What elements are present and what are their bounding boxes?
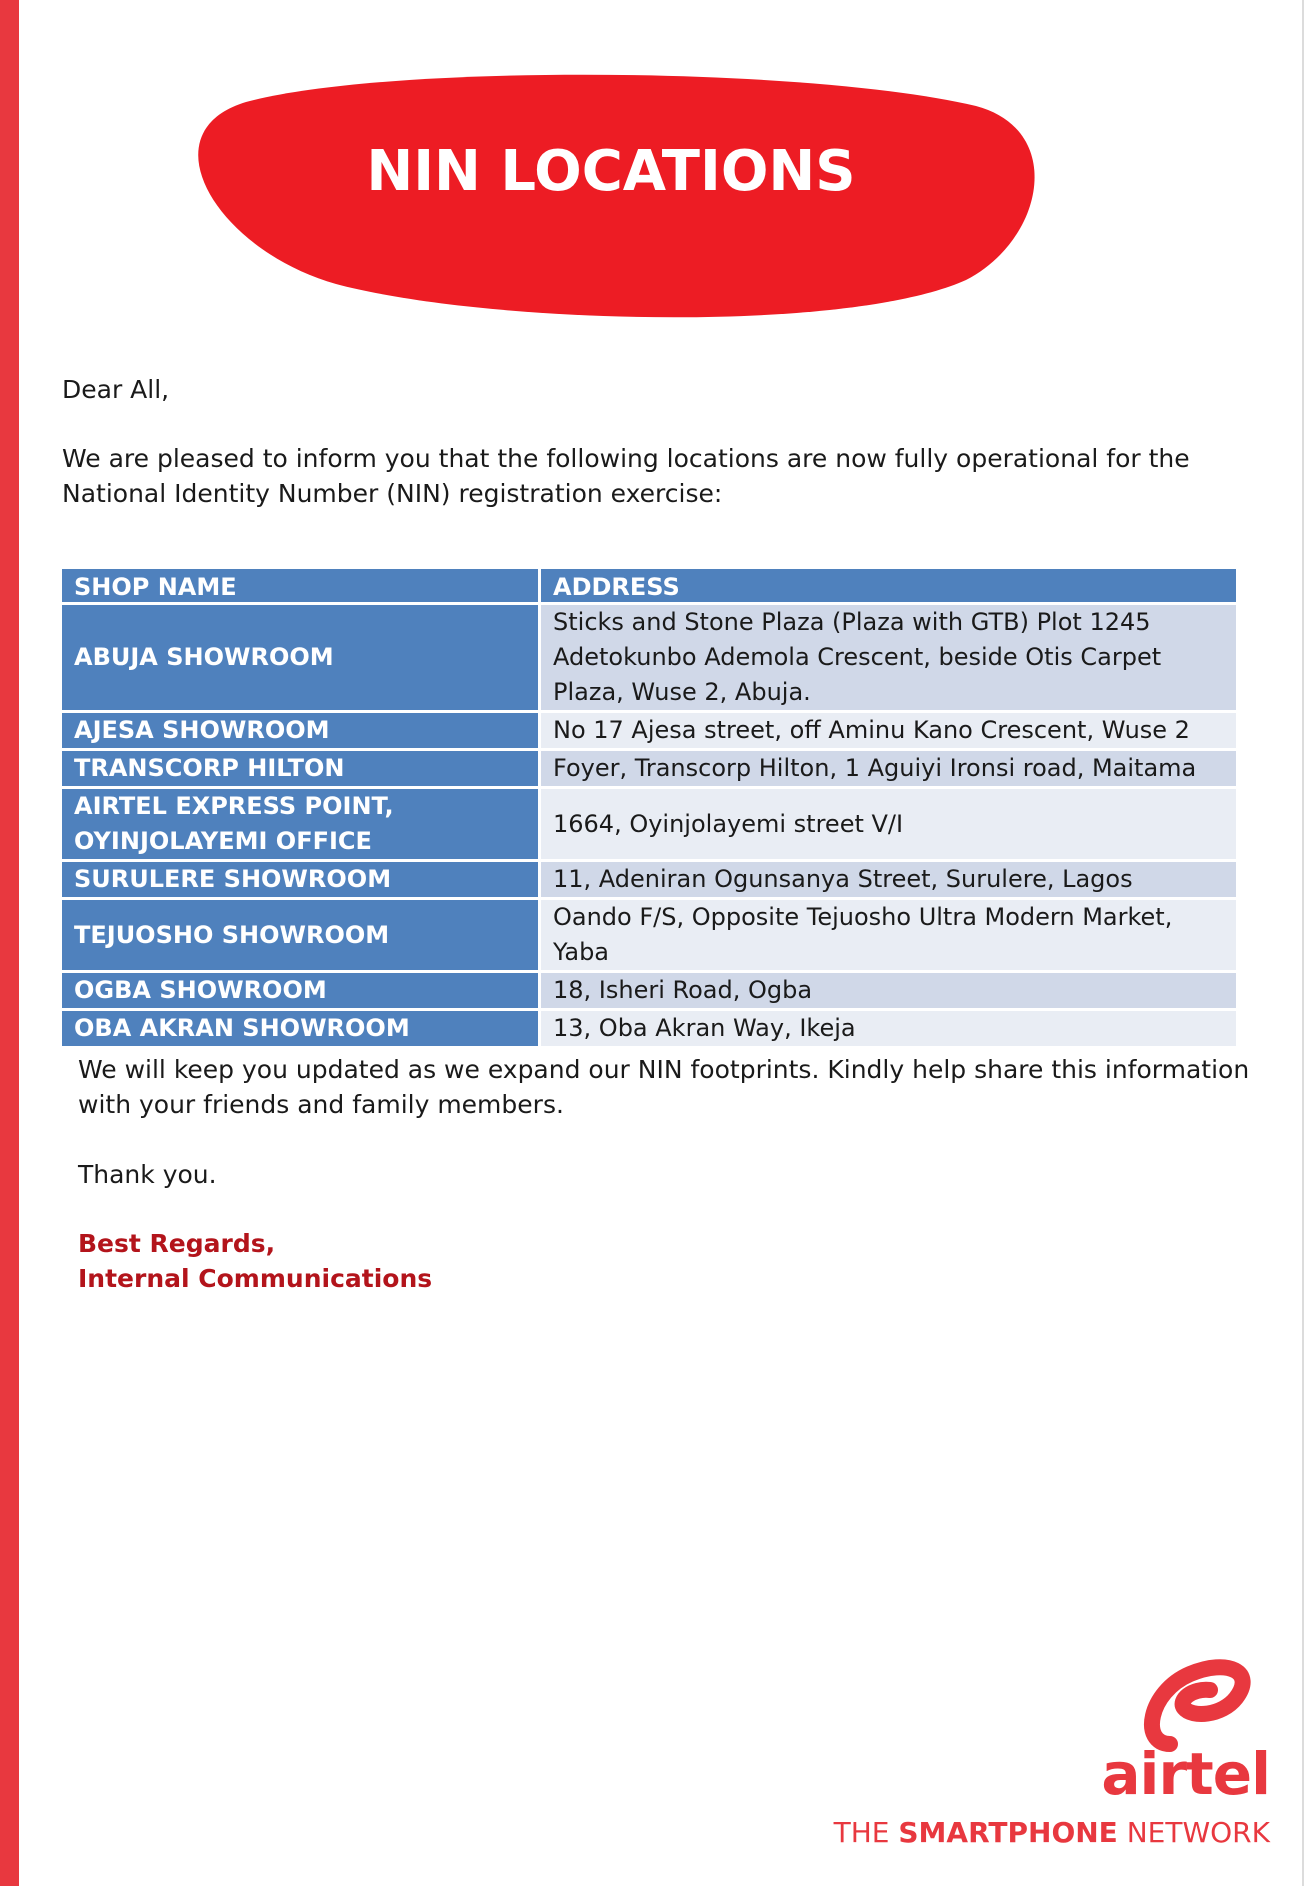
intro-paragraph: We are pleased to inform you that the following locations are now fully operational for the National Identity Number (NIN) registration exercise:	[62, 444, 1198, 508]
shop-name-cell: OGBA SHOWROOM	[62, 973, 541, 1008]
right-border-line	[1302, 0, 1304, 1886]
tagline-prefix: THE	[833, 1816, 899, 1849]
brand-wordmark: airtel	[1101, 1740, 1270, 1808]
table-row	[62, 789, 1236, 859]
shop-name-cell: TRANSCORP HILTON	[62, 751, 541, 786]
header-shop-name: SHOP NAME	[62, 569, 541, 602]
address-cell: 11, Adeniran Ogunsanya Street, Surulere, Lagos	[541, 862, 1236, 897]
table-row	[62, 973, 1236, 1008]
title-banner	[186, 72, 1036, 320]
address-cell: 13, Oba Akran Way, Ikeja	[541, 1011, 1236, 1046]
shop-name-cell: ABUJA SHOWROOM	[62, 605, 541, 710]
table-row	[62, 605, 1236, 710]
brand-tagline	[800, 1816, 1270, 1849]
thanks-text: Thank you.	[78, 1160, 217, 1189]
greeting-text: Dear All,	[62, 375, 170, 404]
tagline-bold: SMARTPHONE	[898, 1816, 1118, 1849]
address-cell: Oando F/S, Opposite Tejuosho Ultra Modern Market, Yaba	[541, 900, 1236, 970]
signoff-block	[78, 1226, 432, 1296]
signoff-department: Internal Communications	[78, 1264, 433, 1293]
address-cell: No 17 Ajesa street, off Aminu Kano Crescent, Wuse 2	[541, 713, 1236, 748]
shop-name-cell: AIRTEL EXPRESS POINT, OYINJOLAYEMI OFFICE	[62, 789, 541, 859]
table-row	[62, 862, 1236, 897]
table-row	[62, 713, 1236, 748]
shop-name-cell: OBA AKRAN SHOWROOM	[62, 1011, 541, 1046]
shop-name-cell: AJESA SHOWROOM	[62, 713, 541, 748]
table-row	[62, 900, 1236, 970]
swirl-icon	[1060, 1652, 1270, 1752]
page-title: NIN LOCATIONS	[366, 139, 856, 204]
shop-name-cell: SURULERE SHOWROOM	[62, 862, 541, 897]
signoff-regards: Best Regards,	[78, 1229, 276, 1258]
address-cell: 18, Isheri Road, Ogba	[541, 973, 1236, 1008]
table-header-row	[62, 569, 1236, 602]
outro-paragraph: We will keep you updated as we expand our NIN footprints. Kindly help share this information with your friends and family members.	[78, 1055, 1258, 1119]
left-accent-bar	[0, 0, 19, 1886]
address-cell: Sticks and Stone Plaza (Plaza with GTB) Plot 1245 Adetokunbo Ademola Crescent, beside Otis Carpet Plaza, Wuse 2, Abuja.	[541, 605, 1236, 710]
header-address: ADDRESS	[541, 569, 1236, 602]
address-cell: Foyer, Transcorp Hilton, 1 Aguiyi Ironsi road, Maitama	[541, 751, 1236, 786]
shop-name-cell: TEJUOSHO SHOWROOM	[62, 900, 541, 970]
table-row	[62, 751, 1236, 786]
tagline-suffix: NETWORK	[1117, 1816, 1270, 1849]
locations-table	[62, 566, 1236, 1049]
address-cell: 1664, Oyinjolayemi street V/I	[541, 789, 1236, 859]
table-row	[62, 1011, 1236, 1046]
